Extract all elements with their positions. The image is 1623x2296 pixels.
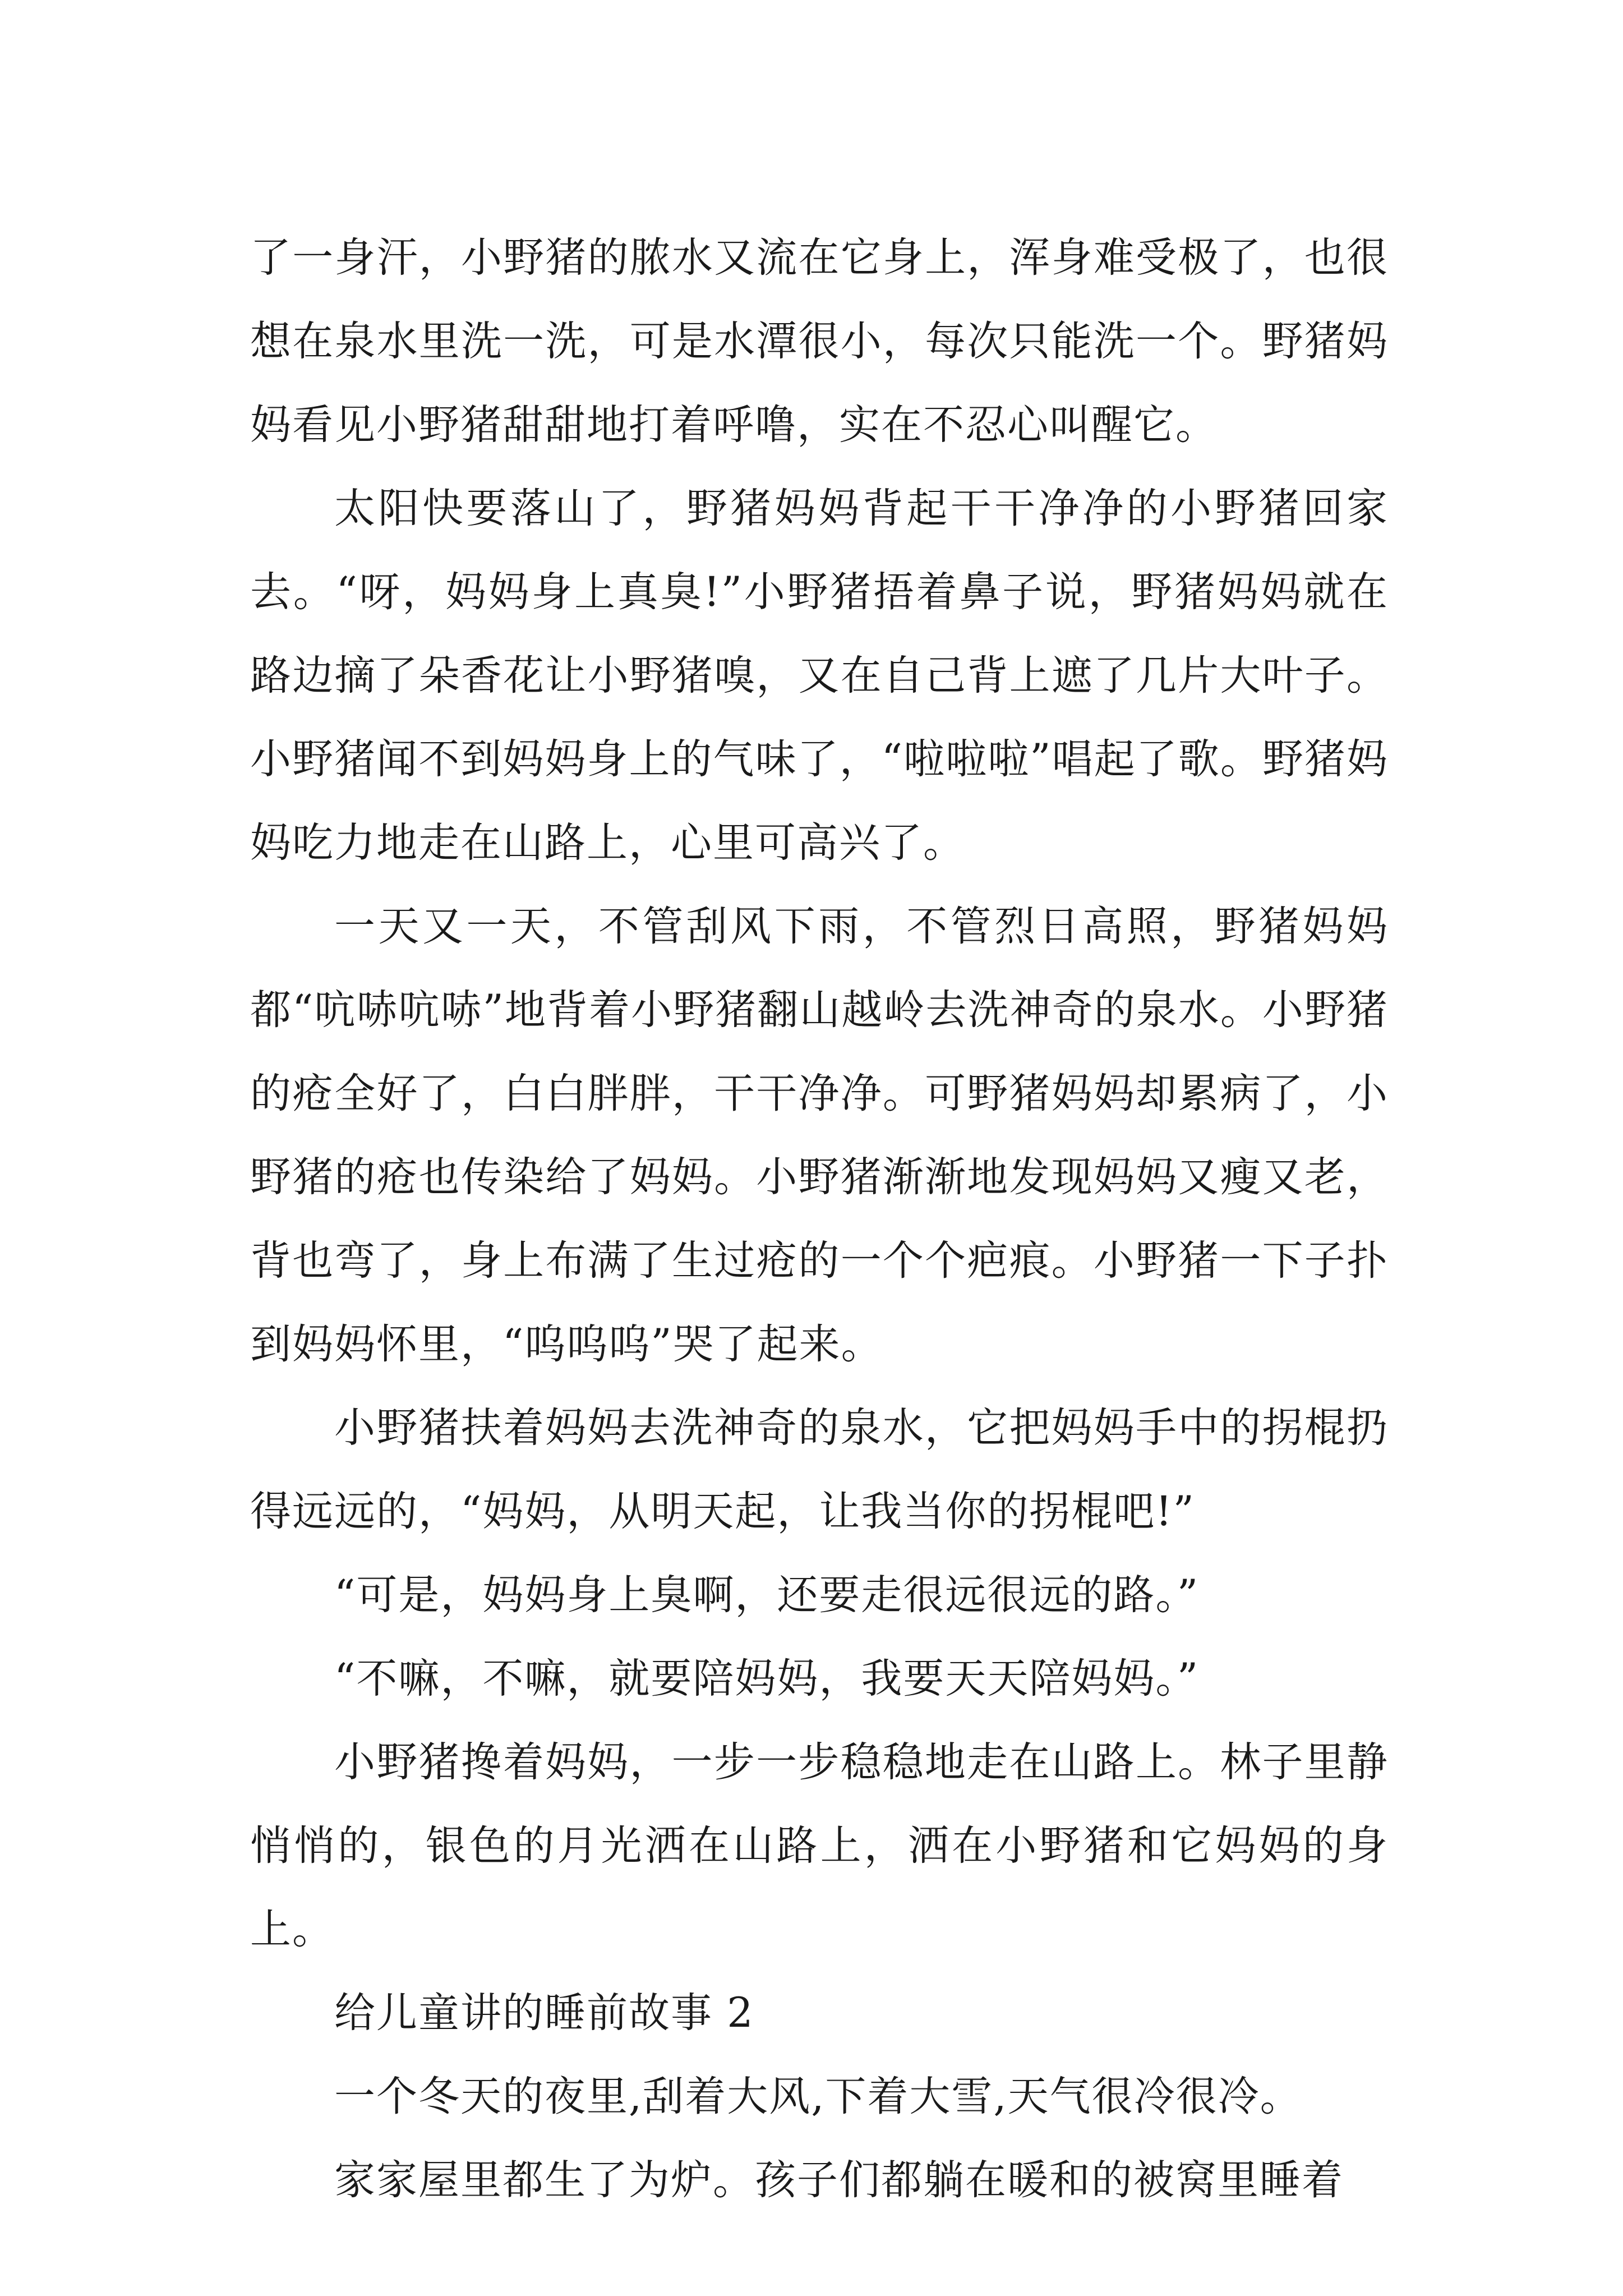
story-paragraph-6: “不嘛，不嘛，就要陪妈妈，我要天天陪妈妈。”	[334, 1655, 1200, 1703]
story2-paragraph-1: 一个冬天的夜里,刮着大风,下着大雪,天气很冷很冷。	[334, 2073, 1302, 2120]
story-text-column	[250, 216, 1389, 2222]
story-paragraph-5: “可是，妈妈身上臭啊，还要走很远很远的路。”	[334, 1571, 1200, 1619]
story-paragraph-4: 小野猪扶着妈妈去洗神奇的泉水，它把妈妈手中的拐棍扔得远远的，“妈妈，从明天起，让我当你的拐棍吧!”	[250, 1404, 1389, 1535]
story-paragraph-1: 了一身汗，小野猪的脓水又流在它身上，浑身难受极了，也很想在泉水里洗一洗，可是水潭很小，每次只能洗一个。野猪妈妈看见小野猪甜甜地打着呼噜，实在不忍心叫醒它。	[250, 234, 1389, 449]
story-paragraph-2: 太阳快要落山了，野猪妈妈背起干干净净的小野猪回家去。“呀，妈妈身上真臭!”小野猪捂着鼻子说，野猪妈妈就在路边摘了朵香花让小野猪嗅，又在自己背上遮了几片大叶子。小野猪闻不到妈妈身上的气味了，“啦啦啦”唱起了歌。野猪妈妈吃力地走在山路上，心里可高兴了。	[250, 485, 1389, 867]
story-paragraph-7: 小野猪搀着妈妈，一步一步稳稳地走在山路上。林子里静悄悄的，银色的月光洒在山路上，洒在小野猪和它妈妈的身上。	[250, 1738, 1389, 1953]
story-paragraph-3: 一天又一天，不管刮风下雨，不管烈日高照，野猪妈妈都“吭哧吭哧”地背着小野猪翻山越岭去洗神奇的泉水。小野猪的疮全好了，白白胖胖，干干净净。可野猪妈妈却累病了，小野猪的疮也传染给了妈妈。小野猪渐渐地发现妈妈又瘦又老，背也弯了，身上布满了生过疮的一个个疤痕。小野猪一下子扑到妈妈怀里，“呜呜呜”哭了起来。	[250, 903, 1389, 1368]
section-title: 给儿童讲的睡前故事 2	[334, 1989, 754, 2037]
story2-paragraph-2: 家家屋里都生了为炉。孩子们都躺在暖和的被窝里睡着	[334, 2156, 1344, 2204]
